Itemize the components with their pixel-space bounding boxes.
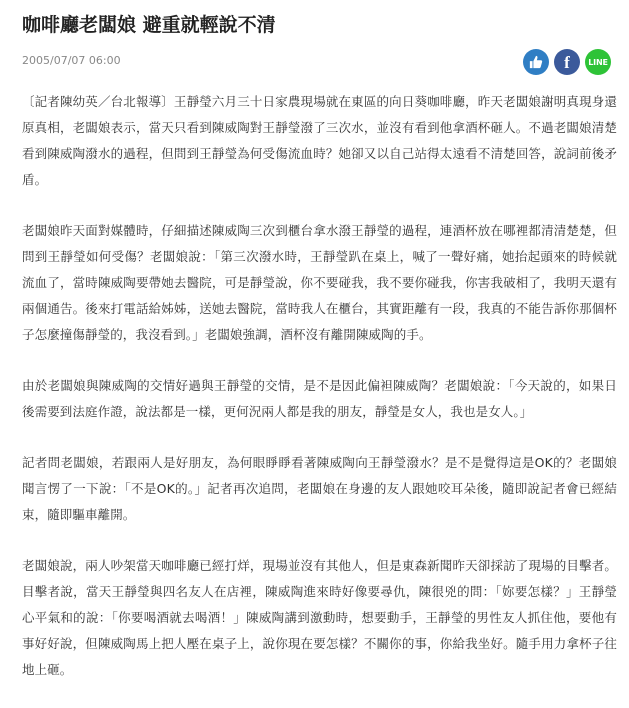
- share-bar: [523, 49, 611, 75]
- publish-date: 2005/07/07 06:00: [22, 54, 121, 67]
- facebook-icon: f: [564, 53, 570, 72]
- line-share-button[interactable]: [585, 49, 611, 75]
- article-paragraph: 老闆娘昨天面對媒體時，仔細描述陳威陶三次到櫃台拿水潑王靜瑩的過程，連酒杯放在哪裡都清清楚楚，但問到王靜瑩如何受傷？老闆娘說：「第三次潑水時，王靜瑩趴在桌上，喊了一聲好痛，她抬起頭來的時候就流血了，當時陳威陶要帶她去醫院，可是靜瑩說，你不要碰我，我不要你碰我，你害我破相了，我明天還有兩個通告。後來打電話給姊姊，送她去醫院，當時我人在櫃台，其實距離有一段，我真的不能告訴你那個杯子怎麼撞傷靜瑩的，我沒看到。」老闆娘強調，酒杯沒有離開陳威陶的手。: [22, 223, 617, 342]
- article-body: [22, 89, 617, 708]
- thumbs-up-icon: [529, 55, 543, 69]
- article-title: 咖啡廳老闆娘 避重就輕說不清: [22, 14, 276, 36]
- article-paragraph: 由於老闆娘與陳威陶的交情好過與王靜瑩的交情，是不是因此偏袒陳威陶？老闆娘說：「今天說的，如果日後需要到法庭作證，說法都是一樣，更何況兩人都是我的朋友，靜瑩是女人，我也是女人。」: [22, 378, 617, 419]
- line-icon: LINE: [588, 57, 608, 67]
- article-paragraph: 老闆娘說，兩人吵架當天咖啡廳已經打烊，現場並沒有其他人，但是東森新聞昨天卻採訪了現場的目擊者。目擊者說，當天王靜瑩與四名友人在店裡，陳威陶進來時好像要尋仇，陳很兇的問：「妳要怎樣？」王靜瑩心平氣和的說：「你要喝酒就去喝酒！」陳威陶講到激動時，想要動手，王靜瑩的男性友人抓住他，要他有事好好說，但陳威陶馬上把人壓在桌子上，說你現在要怎樣？不關你的事，你給我坐好。隨手用力拿杯子往地上砸。: [22, 558, 617, 677]
- article-paragraph: 記者問老闆娘，若跟兩人是好朋友，為何眼睜睜看著陳威陶向王靜瑩潑水？是不是覺得這是OK的？老闆娘聞言愣了一下說：「不是OK的。」記者再次追問，老闆娘在身邊的友人跟她咬耳朵後，隨即說記者會已經結束，隨即驅車離開。: [22, 455, 617, 522]
- facebook-share-button[interactable]: [554, 49, 580, 75]
- like-share-button[interactable]: [523, 49, 549, 75]
- article-paragraph: 〔記者陳幼英／台北報導〕王靜瑩六月三十日家農現場就在東區的向日葵咖啡廳，昨天老闆娘謝明真現身還原真相，老闆娘表示，當天只看到陳威陶對王靜瑩潑了三次水，並沒有看到他拿酒杯砸人。不過老闆娘清楚看到陳威陶潑水的過程，但問到王靜瑩為何受傷流血時？她卻又以自己站得太遠看不清楚回答，說詞前後矛盾。: [22, 94, 617, 187]
